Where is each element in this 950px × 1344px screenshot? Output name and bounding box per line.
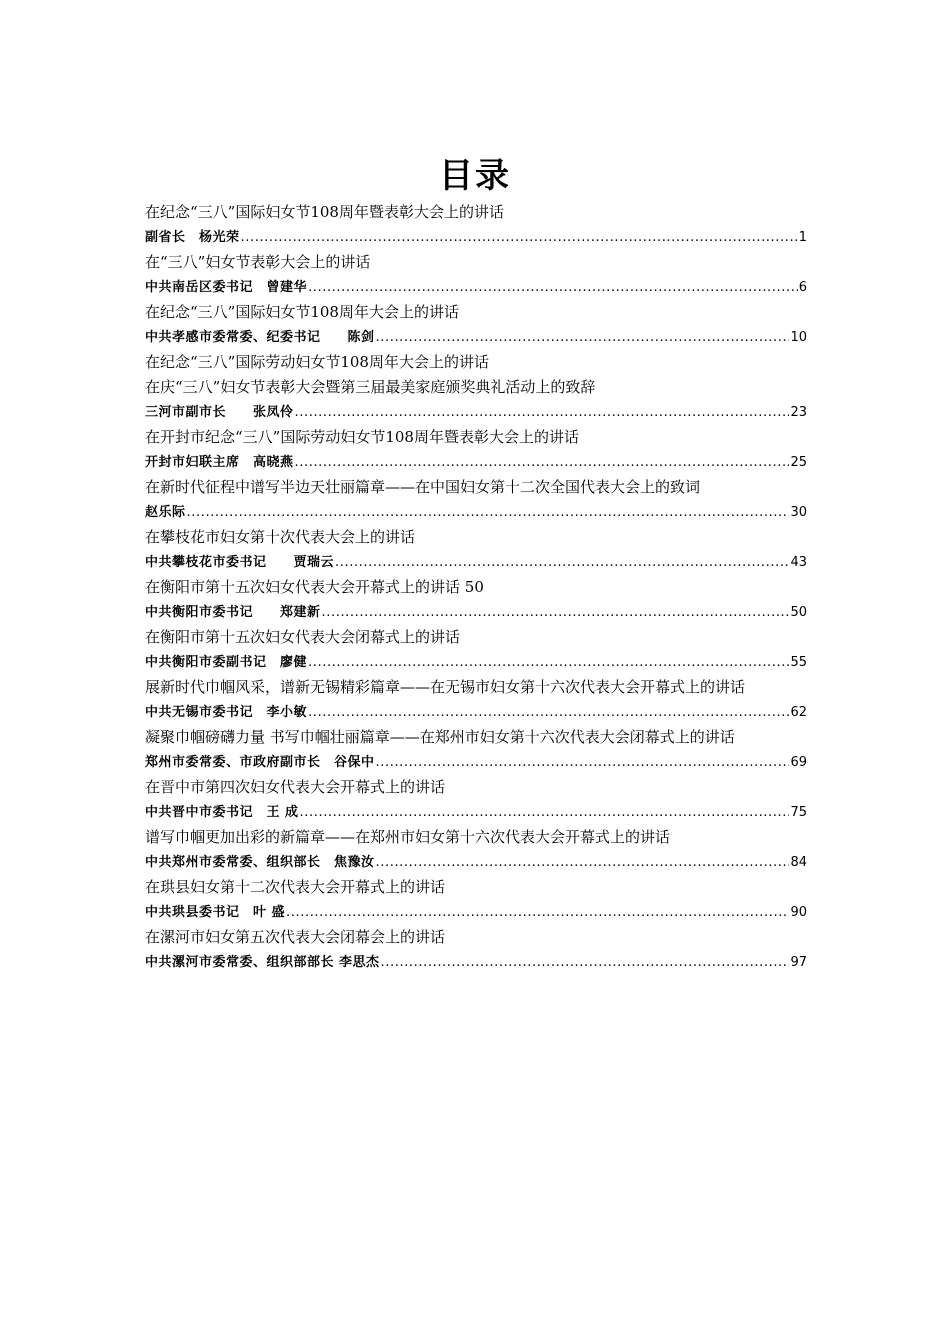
toc-entry-title[interactable]: 在“三八”妇女节表彰大会上的讲话 [145, 253, 371, 271]
toc-entry[interactable] [145, 575, 807, 625]
toc-entry-speaker: 中共攀枝花市委书记 贾瑞云 [145, 555, 335, 570]
toc-entry-speaker: 中共珙县委书记 叶 盛 [145, 905, 286, 920]
toc-entry[interactable] [145, 300, 807, 350]
toc-entry-speaker: 开封市妇联主席 高晓燕 [145, 455, 294, 470]
toc-leader-dots [376, 850, 790, 875]
toc-entry[interactable] [145, 775, 807, 825]
toc-entry-speaker: 三河市副市长 张凤伶 [145, 405, 294, 420]
toc-entry[interactable] [145, 625, 807, 675]
toc-entry-title[interactable]: 在纪念“三八”国际劳动妇女节108周年大会上的讲话 [145, 353, 489, 371]
toc-leader-dots [335, 550, 789, 575]
toc-entry-speaker-row[interactable] [145, 500, 807, 525]
toc-leader-dots [308, 700, 789, 725]
toc-leader-dots [295, 450, 790, 475]
toc-entry[interactable] [145, 675, 807, 725]
toc-entry-page-number: 84 [790, 855, 807, 870]
toc-entry-speaker: 中共南岳区委书记 曾建华 [145, 280, 308, 295]
toc-entry-page-number: 43 [790, 555, 807, 570]
toc-entry[interactable] [145, 925, 807, 975]
toc-entry-speaker: 中共孝感市委常委、纪委书记 陈剑 [145, 330, 375, 345]
toc-leader-dots [308, 650, 789, 675]
toc-entry-speaker-row[interactable] [145, 275, 807, 300]
toc-entry-page-number: 75 [790, 805, 807, 820]
toc-leader-dots [300, 800, 790, 825]
toc-leader-dots [308, 275, 798, 300]
toc-entry-speaker-row[interactable] [145, 900, 807, 925]
toc-entry-page-number: 1 [798, 230, 807, 245]
toc-entry[interactable] [145, 425, 807, 475]
toc-entry-title[interactable]: 在纪念“三八”国际妇女节108周年大会上的讲话 [145, 303, 459, 321]
toc-entry-speaker-row[interactable] [145, 850, 807, 875]
toc-leader-dots [241, 225, 798, 250]
toc-entry-speaker-row[interactable] [145, 325, 807, 350]
toc-entry-title[interactable]: 在珙县妇女第十二次代表大会开幕式上的讲话 [145, 878, 446, 896]
toc-entry-speaker-row[interactable] [145, 700, 807, 725]
toc-entry[interactable] [145, 375, 807, 425]
toc-entry-page-number: 69 [790, 755, 807, 770]
toc-entry-page-number: 25 [790, 455, 807, 470]
toc-entry-speaker: 郑州市委常委、市政府副市长 谷保中 [145, 755, 375, 770]
toc-entry[interactable] [145, 825, 807, 875]
toc-entry-title[interactable]: 凝聚巾帼磅礴力量 书写巾帼壮丽篇章——在郑州市妇女第十六次代表大会闭幕式上的讲话 [145, 728, 735, 746]
toc-entry-page-number: 6 [798, 280, 807, 295]
toc-entry-title[interactable]: 在庆“三八”妇女节表彰大会暨第三届最美家庭颁奖典礼活动上的致辞 [145, 378, 596, 396]
toc-entry-speaker-row[interactable] [145, 400, 807, 425]
toc-entry-page-number: 23 [790, 405, 807, 420]
toc-entry[interactable] [145, 525, 807, 575]
toc-leader-dots [295, 400, 790, 425]
toc-entry-page-number: 97 [790, 955, 807, 970]
toc-entry-title[interactable]: 在漯河市妇女第五次代表大会闭幕会上的讲话 [145, 928, 446, 946]
toc-leader-dots [376, 750, 790, 775]
toc-entry-speaker: 赵乐际 [145, 505, 186, 520]
toc-entry-title[interactable]: 在纪念“三八”国际妇女节108周年暨表彰大会上的讲话 [145, 203, 504, 221]
toc-entry-page-number: 10 [790, 330, 807, 345]
toc-entry-title[interactable]: 谱写巾帼更加出彩的新篇章——在郑州市妇女第十六次代表大会开幕式上的讲话 [145, 828, 671, 846]
toc-leader-dots [286, 900, 789, 925]
toc-entry-title[interactable]: 在衡阳市第十五次妇女代表大会开幕式上的讲话 50 [145, 578, 484, 596]
toc-entry-title[interactable]: 在攀枝花市妇女第十次代表大会上的讲话 [145, 528, 416, 546]
toc-entry-speaker: 中共晋中市委书记 王 成 [145, 805, 299, 820]
toc-entry-speaker-row[interactable] [145, 750, 807, 775]
toc-entry[interactable] [145, 350, 807, 375]
toc-entry-speaker: 中共郑州市委常委、组织部长 焦豫汝 [145, 855, 375, 870]
toc-entry-speaker-row[interactable] [145, 600, 807, 625]
toc-entry-page-number: 90 [790, 905, 807, 920]
toc-entry-page-number: 55 [790, 655, 807, 670]
toc-entry-speaker: 副省长 杨光荣 [145, 230, 240, 245]
toc-entry[interactable] [145, 475, 807, 525]
toc-entry[interactable] [145, 200, 807, 250]
toc-entry-speaker-row[interactable] [145, 800, 807, 825]
toc-entry-page-number: 50 [790, 605, 807, 620]
toc-entry-page-number: 30 [790, 505, 807, 520]
toc-leader-dots [187, 500, 790, 525]
toc-entry-speaker-row[interactable] [145, 550, 807, 575]
toc-entry-speaker-row[interactable] [145, 450, 807, 475]
table-of-contents [145, 200, 807, 975]
toc-title: 目录 [439, 156, 511, 196]
toc-entry-speaker: 中共衡阳市委副书记 廖健 [145, 655, 308, 670]
toc-entry-speaker-row[interactable] [145, 950, 807, 975]
toc-entry-title[interactable]: 在新时代征程中谱写半边天壮丽篇章——在中国妇女第十二次全国代表大会上的致词 [145, 478, 701, 496]
toc-entry[interactable] [145, 725, 807, 775]
toc-entry[interactable] [145, 875, 807, 925]
toc-entry-page-number: 62 [790, 705, 807, 720]
toc-entry-speaker: 中共衡阳市委书记 郑建新 [145, 605, 321, 620]
toc-entry-title[interactable]: 展新时代巾帼风采，谱新无锡精彩篇章——在无锡市妇女第十六次代表大会开幕式上的讲话 [145, 678, 746, 696]
toc-entry-title[interactable]: 在晋中市第四次妇女代表大会开幕式上的讲话 [145, 778, 446, 796]
toc-entry-speaker-row[interactable] [145, 225, 807, 250]
toc-entry-title[interactable]: 在衡阳市第十五次妇女代表大会闭幕式上的讲话 [145, 628, 461, 646]
toc-entry[interactable] [145, 250, 807, 300]
toc-entry-speaker: 中共无锡市委书记 李小敏 [145, 705, 308, 720]
toc-leader-dots [381, 950, 790, 975]
toc-entry-speaker: 中共漯河市委常委、组织部部长 李思杰 [145, 955, 380, 970]
toc-leader-dots [376, 325, 790, 350]
toc-entry-speaker-row[interactable] [145, 650, 807, 675]
toc-leader-dots [322, 600, 790, 625]
toc-entry-title[interactable]: 在开封市纪念“三八”国际劳动妇女节108周年暨表彰大会上的讲话 [145, 428, 579, 446]
